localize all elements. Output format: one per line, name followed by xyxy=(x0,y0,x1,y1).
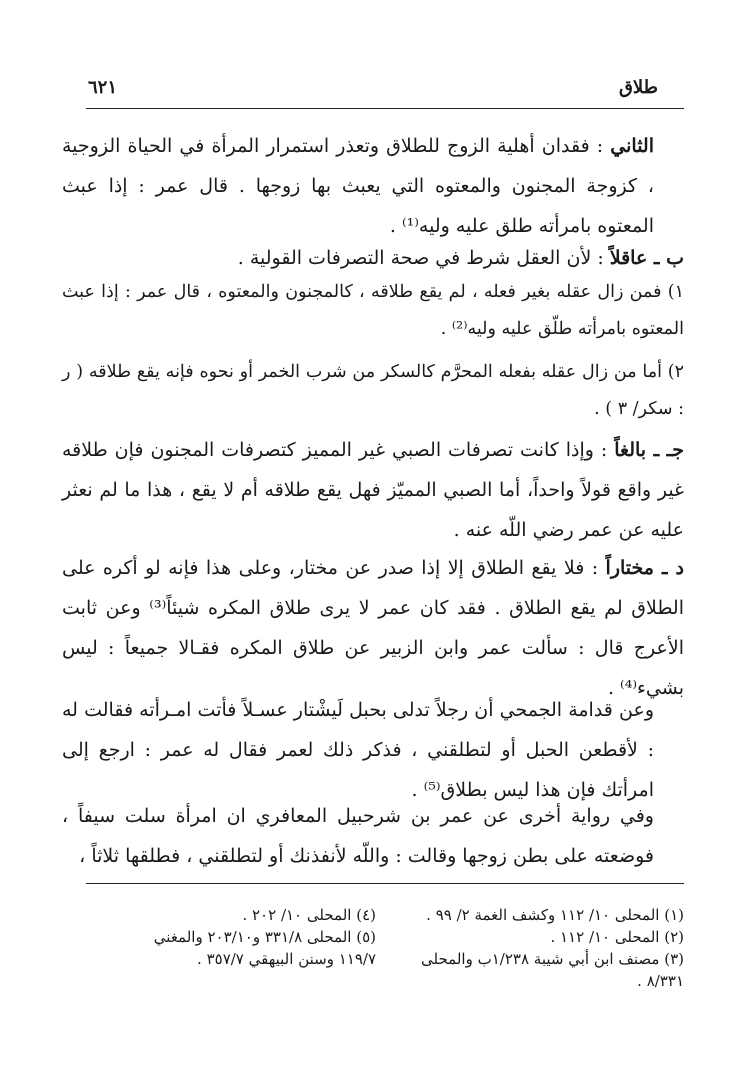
paragraph-second xyxy=(62,126,654,246)
paragraph-item-1: ١) فمن زال عقله بغير فعله ، لم يقع طلاقه ، كالمجنون والمعتوه ، قال عمر : إذا عبث المعتوه بامرأته طلّق عليه وليه⁽²⁾ . xyxy=(62,282,684,339)
paragraph-adult xyxy=(62,430,684,550)
footnotes-right-column xyxy=(394,904,684,992)
footnotes-left-column xyxy=(76,904,376,970)
paragraph-item-2: ٢) أما من زال عقله بفعله المحرَّم كالسكر من شرب الخمر أو نحوه فإنه يقع طلاقه ( ر : سكر/ ٣ ) . xyxy=(62,362,684,419)
paragraph-other-narration: وفي رواية أخرى عن عمر بن شرحبيل المعافري ان امرأة سلت سيفاً ، فوضعته على بطن زوجها وقالت : واللّه لأنفذنك أو لتطلقني ، فطلقها ثلاثاً ، xyxy=(62,805,654,867)
footnote-4: (٤) المحلى ١٠/ ٢٠٢ . xyxy=(242,906,376,924)
paragraph-text: : فلا يقع الطلاق إلا إذا صدر عن مختار، وعلى هذا فإنه لو أكره على الطلاق لم يقع الطلاق . فقد كان عمر لا يرى طلاق المكره شيئاً⁽³⁾ وعن ثابت الأعرج قال : سألت عمر وابن الزبير عن طلاق المكره فقـالا جميعاً : ليس بشيء⁽⁴⁾ . xyxy=(62,557,684,699)
paragraph-label: ب ـ عاقلاً xyxy=(609,247,684,269)
footnote-3-continued: ٨/٣٣١ . xyxy=(637,972,684,990)
footnote-5: (٥) المحلى ٣٣١/٨ و٢٠٣/١٠ والمغني xyxy=(153,928,376,946)
paragraph-voluntary xyxy=(62,548,684,708)
footnote-2: (٢) المحلى ١٠/ ١١٢ . xyxy=(550,928,684,946)
footnote-1: (١) المحلى ١٠/ ١١٢ وكشف الغمة ٢/ ٩٩ . xyxy=(426,906,684,924)
paragraph-label: د ـ مختاراً xyxy=(605,557,684,579)
footnote-3: (٣) مصنف ابن أبي شيبة ١/٢٣٨ب والمحلى xyxy=(421,950,684,968)
paragraph-text: : فقدان أهلية الزوج للطلاق وتعذر استمرار المرأة في الحياة الزوجية ، كزوجة المجنون والمعتوه التي يعبث بها زوجها . قال عمر : إذا عبث المعتوه بامرأته طلق عليه وليه⁽¹⁾ . xyxy=(62,135,654,237)
header-rule xyxy=(86,108,684,109)
running-title: طلاق xyxy=(618,77,658,98)
paragraph-text: : لأن العقل شرط في صحة التصرفات القولية . xyxy=(237,247,610,269)
paragraph-label: جـ ـ بالغاً xyxy=(614,439,684,461)
paragraph-qudama: وعن قدامة الجمحي أن رجلاً تدلى بحبل لَيشْتار عسـلاً فأتت امـرأته فقالت له : لأقطعن الحبل أو لتطلقني ، فذكر ذلك لعمر فقال له عمر : ارجع إلى امرأتك فإن هذا ليس بطلاق⁽⁵⁾ . xyxy=(62,699,654,801)
page-number: ٦٢١ xyxy=(88,77,118,98)
paragraph-text: : وإذا كانت تصرفات الصبي غير المميز كتصرفات المجنون فإن طلاقه غير واقع قولاً واحداً، أما الصبي المميّز فهل يقع طلاقه أم لا يقع ، هذا ما لم نعثر عليه عن عمر رضي اللّه عنه . xyxy=(62,439,684,541)
footnote-rule xyxy=(86,883,684,884)
paragraph-label: الثاني xyxy=(610,135,654,157)
footnote-5-continued: ١١٩/٧ وسنن البيهقي ٣٥٧/٧ . xyxy=(197,950,376,968)
paragraph-sane xyxy=(62,238,684,278)
